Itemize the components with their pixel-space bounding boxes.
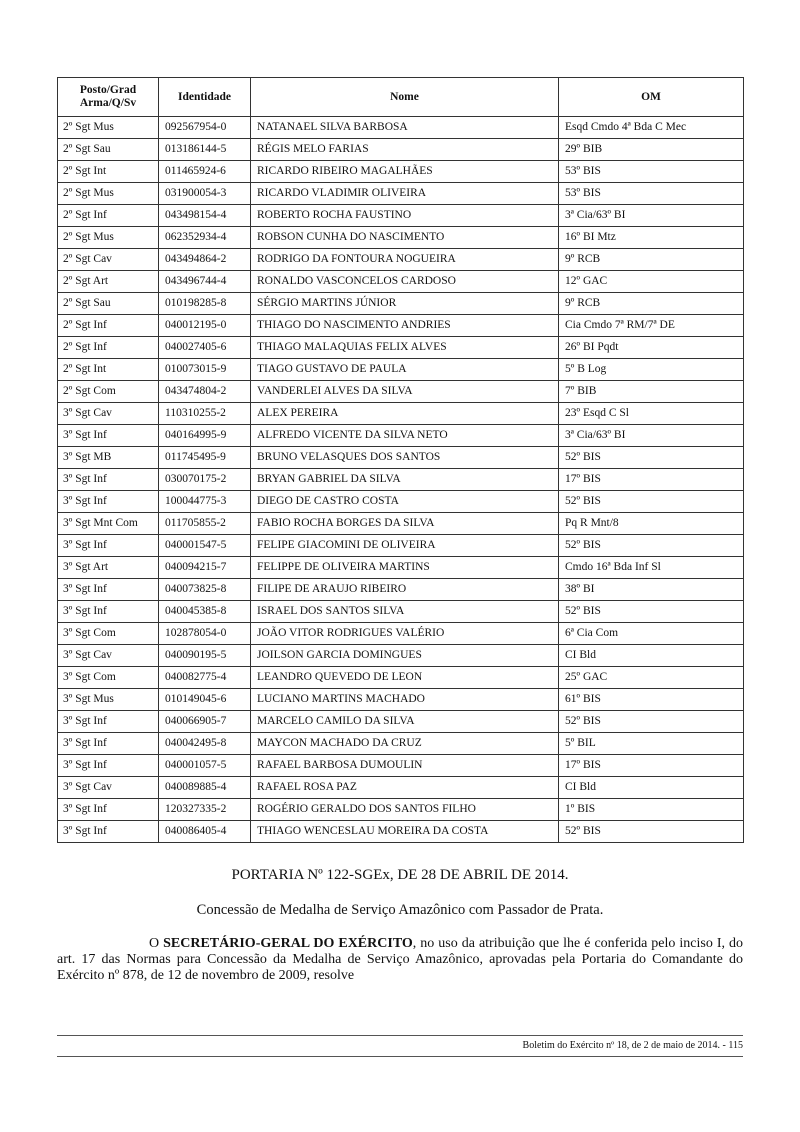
cell-om: Cmdo 16ª Bda Inf Sl [559, 557, 744, 579]
cell-om: 17º BIS [559, 469, 744, 491]
table-row [58, 293, 744, 315]
table-row [58, 579, 744, 601]
cell-om: 38º BI [559, 579, 744, 601]
cell-identidade: 040094215-7 [159, 557, 251, 579]
cell-om: 52º BIS [559, 711, 744, 733]
cell-identidade: 092567954-0 [159, 117, 251, 139]
cell-identidade: 043498154-4 [159, 205, 251, 227]
table-row [58, 799, 744, 821]
cell-identidade: 013186144-5 [159, 139, 251, 161]
cell-om: 9º RCB [559, 249, 744, 271]
cell-posto-grad: 2º Sgt Int [58, 359, 159, 381]
cell-nome: RICARDO VLADIMIR OLIVEIRA [251, 183, 559, 205]
table-row [58, 645, 744, 667]
cell-identidade: 040089885-4 [159, 777, 251, 799]
cell-om: 3ª Cia/63º BI [559, 425, 744, 447]
cell-identidade: 040042495-8 [159, 733, 251, 755]
cell-om: 17º BIS [559, 755, 744, 777]
cell-om: 52º BIS [559, 447, 744, 469]
cell-identidade: 040086405-4 [159, 821, 251, 843]
cell-nome: RICARDO RIBEIRO MAGALHÃES [251, 161, 559, 183]
cell-posto-grad: 3º Sgt Art [58, 557, 159, 579]
cell-nome: LEANDRO QUEVEDO DE LEON [251, 667, 559, 689]
cell-posto-grad: 3º Sgt Cav [58, 777, 159, 799]
cell-posto-grad: 2º Sgt Inf [58, 205, 159, 227]
cell-posto-grad: 2º Sgt Sau [58, 293, 159, 315]
table-row [58, 403, 744, 425]
table-row [58, 447, 744, 469]
footer-rule-top [57, 1035, 743, 1036]
table-row [58, 689, 744, 711]
cell-om: Pq R Mnt/8 [559, 513, 744, 535]
cell-posto-grad: 2º Sgt Cav [58, 249, 159, 271]
table-row [58, 161, 744, 183]
cell-nome: VANDERLEI ALVES DA SILVA [251, 381, 559, 403]
table-row [58, 491, 744, 513]
table-row [58, 249, 744, 271]
cell-om: Cia Cmdo 7ª RM/7ª DE [559, 315, 744, 337]
cell-identidade: 040001547-5 [159, 535, 251, 557]
cell-nome: NATANAEL SILVA BARBOSA [251, 117, 559, 139]
cell-nome: ALFREDO VICENTE DA SILVA NETO [251, 425, 559, 447]
table-row [58, 425, 744, 447]
cell-posto-grad: 2º Sgt Mus [58, 183, 159, 205]
header-identidade: Identidade [159, 78, 251, 117]
cell-nome: RAFAEL ROSA PAZ [251, 777, 559, 799]
cell-posto-grad: 3º Sgt Inf [58, 535, 159, 557]
cell-identidade: 010149045-6 [159, 689, 251, 711]
cell-posto-grad: 3º Sgt Inf [58, 579, 159, 601]
cell-om: 6ª Cia Com [559, 623, 744, 645]
cell-identidade: 031900054-3 [159, 183, 251, 205]
cell-nome: LUCIANO MARTINS MACHADO [251, 689, 559, 711]
portaria-title: PORTARIA Nº 122-SGEx, DE 28 DE ABRIL DE 2014. [231, 867, 569, 883]
cell-posto-grad: 3º Sgt Cav [58, 645, 159, 667]
cell-nome: JOILSON GARCIA DOMINGUES [251, 645, 559, 667]
table-row [58, 337, 744, 359]
cell-identidade: 040073825-8 [159, 579, 251, 601]
header-om: OM [559, 78, 744, 117]
cell-om: 52º BIS [559, 535, 744, 557]
cell-identidade: 120327335-2 [159, 799, 251, 821]
cell-identidade: 010073015-9 [159, 359, 251, 381]
portaria-subject: Concessão de Medalha de Serviço Amazônico com Passador de Prata. [196, 902, 604, 918]
cell-identidade: 040045385-8 [159, 601, 251, 623]
cell-om: Esqd Cmdo 4ª Bda C Mec [559, 117, 744, 139]
table-row [58, 821, 744, 843]
cell-om: 7º BIB [559, 381, 744, 403]
cell-nome: SÉRGIO MARTINS JÚNIOR [251, 293, 559, 315]
cell-posto-grad: 3º Sgt Mnt Com [58, 513, 159, 535]
cell-nome: THIAGO MALAQUIAS FELIX ALVES [251, 337, 559, 359]
cell-identidade: 040012195-0 [159, 315, 251, 337]
cell-posto-grad: 3º Sgt Inf [58, 711, 159, 733]
table-row [58, 623, 744, 645]
table-row [58, 601, 744, 623]
cell-posto-grad: 2º Sgt Mus [58, 117, 159, 139]
cell-nome: FILIPE DE ARAUJO RIBEIRO [251, 579, 559, 601]
cell-identidade: 040164995-9 [159, 425, 251, 447]
table-row [58, 227, 744, 249]
table-row [58, 117, 744, 139]
cell-om: 26º BI Pqdt [559, 337, 744, 359]
cell-identidade: 043494864-2 [159, 249, 251, 271]
cell-nome: THIAGO DO NASCIMENTO ANDRIES [251, 315, 559, 337]
cell-posto-grad: 3º Sgt Mus [58, 689, 159, 711]
cell-nome: BRYAN GABRIEL DA SILVA [251, 469, 559, 491]
footer-rule-bottom [57, 1056, 743, 1057]
body-bold-authority: SECRETÁRIO-GERAL DO EXÉRCITO [163, 936, 413, 951]
cell-nome: FELIPE GIACOMINI DE OLIVEIRA [251, 535, 559, 557]
table-row [58, 139, 744, 161]
cell-posto-grad: 3º Sgt Inf [58, 491, 159, 513]
cell-om: 52º BIS [559, 821, 744, 843]
cell-posto-grad: 2º Sgt Mus [58, 227, 159, 249]
cell-identidade: 010198285-8 [159, 293, 251, 315]
cell-posto-grad: 2º Sgt Inf [58, 315, 159, 337]
cell-posto-grad: 3º Sgt Inf [58, 425, 159, 447]
cell-nome: ROBERTO ROCHA FAUSTINO [251, 205, 559, 227]
cell-identidade: 040090195-5 [159, 645, 251, 667]
table-row [58, 535, 744, 557]
body-prefix: O [149, 936, 164, 951]
cell-identidade: 040001057-5 [159, 755, 251, 777]
cell-posto-grad: 2º Sgt Int [58, 161, 159, 183]
cell-posto-grad: 3º Sgt Cav [58, 403, 159, 425]
cell-om: CI Bld [559, 777, 744, 799]
cell-posto-grad: 3º Sgt Com [58, 623, 159, 645]
cell-nome: DIEGO DE CASTRO COSTA [251, 491, 559, 513]
cell-nome: RAFAEL BARBOSA DUMOULIN [251, 755, 559, 777]
table-header-row [58, 78, 744, 117]
cell-om: 16º BI Mtz [559, 227, 744, 249]
cell-posto-grad: 3º Sgt Inf [58, 601, 159, 623]
cell-nome: RÉGIS MELO FARIAS [251, 139, 559, 161]
cell-om: 52º BIS [559, 601, 744, 623]
cell-posto-grad: 2º Sgt Com [58, 381, 159, 403]
table-row [58, 755, 744, 777]
cell-identidade: 040066905-7 [159, 711, 251, 733]
table-row [58, 381, 744, 403]
cell-identidade: 100044775-3 [159, 491, 251, 513]
cell-nome: ALEX PEREIRA [251, 403, 559, 425]
header-nome: Nome [251, 78, 559, 117]
header-posto-grad: Posto/Grad Arma/Q/Sv [58, 78, 159, 117]
cell-identidade: 011705855-2 [159, 513, 251, 535]
cell-nome: RONALDO VASCONCELOS CARDOSO [251, 271, 559, 293]
cell-nome: TIAGO GUSTAVO DE PAULA [251, 359, 559, 381]
cell-nome: THIAGO WENCESLAU MOREIRA DA COSTA [251, 821, 559, 843]
table-row [58, 667, 744, 689]
cell-posto-grad: 3º Sgt Inf [58, 821, 159, 843]
cell-identidade: 011745495-9 [159, 447, 251, 469]
cell-nome: FABIO ROCHA BORGES DA SILVA [251, 513, 559, 535]
cell-identidade: 040027405-6 [159, 337, 251, 359]
cell-om: 25º GAC [559, 667, 744, 689]
table-row [58, 557, 744, 579]
table-row [58, 777, 744, 799]
portaria-body [57, 936, 743, 984]
cell-posto-grad: 3º Sgt Com [58, 667, 159, 689]
cell-nome: ROGÉRIO GERALDO DOS SANTOS FILHO [251, 799, 559, 821]
cell-om: 3ª Cia/63º BI [559, 205, 744, 227]
cell-om: 9º RCB [559, 293, 744, 315]
table-row [58, 711, 744, 733]
footer-text: Boletim do Exército nº 18, de 2 de maio de 2014. - 115 [522, 1040, 743, 1051]
table-row [58, 183, 744, 205]
cell-nome: ROBSON CUNHA DO NASCIMENTO [251, 227, 559, 249]
cell-nome: JOÃO VITOR RODRIGUES VALÉRIO [251, 623, 559, 645]
cell-om: 61º BIS [559, 689, 744, 711]
table-row [58, 359, 744, 381]
cell-posto-grad: 3º Sgt MB [58, 447, 159, 469]
table-row [58, 205, 744, 227]
cell-om: 53º BIS [559, 183, 744, 205]
cell-nome: FELIPPE DE OLIVEIRA MARTINS [251, 557, 559, 579]
cell-nome: RODRIGO DA FONTOURA NOGUEIRA [251, 249, 559, 271]
table-body [58, 117, 744, 843]
cell-om: 52º BIS [559, 491, 744, 513]
cell-nome: BRUNO VELASQUES DOS SANTOS [251, 447, 559, 469]
personnel-table [57, 77, 744, 843]
cell-om: 1º BIS [559, 799, 744, 821]
cell-om: 12º GAC [559, 271, 744, 293]
cell-om: 23º Esqd C Sl [559, 403, 744, 425]
cell-identidade: 043474804-2 [159, 381, 251, 403]
cell-identidade: 011465924-6 [159, 161, 251, 183]
cell-posto-grad: 2º Sgt Sau [58, 139, 159, 161]
cell-nome: ISRAEL DOS SANTOS SILVA [251, 601, 559, 623]
cell-identidade: 102878054-0 [159, 623, 251, 645]
cell-posto-grad: 2º Sgt Art [58, 271, 159, 293]
cell-nome: MARCELO CAMILO DA SILVA [251, 711, 559, 733]
cell-posto-grad: 2º Sgt Inf [58, 337, 159, 359]
cell-identidade: 040082775-4 [159, 667, 251, 689]
cell-om: 5º B Log [559, 359, 744, 381]
cell-nome: MAYCON MACHADO DA CRUZ [251, 733, 559, 755]
cell-posto-grad: 3º Sgt Inf [58, 799, 159, 821]
cell-om: CI Bld [559, 645, 744, 667]
cell-om: 53º BIS [559, 161, 744, 183]
cell-identidade: 062352934-4 [159, 227, 251, 249]
table-row [58, 271, 744, 293]
body-rest: , no uso da atribuição que lhe é conferida pelo inciso I, do art. 17 das Normas para Concessão da Medalha de Serviço Amazônico, aprovadas pela Portaria do Comandante do Exército nº 878, de 12 de novembro de 2009, resolve [57, 936, 743, 983]
cell-identidade: 110310255-2 [159, 403, 251, 425]
cell-om: 5º BIL [559, 733, 744, 755]
cell-identidade: 043496744-4 [159, 271, 251, 293]
table-row [58, 315, 744, 337]
cell-posto-grad: 3º Sgt Inf [58, 755, 159, 777]
cell-identidade: 030070175-2 [159, 469, 251, 491]
table-row [58, 733, 744, 755]
table-row [58, 513, 744, 535]
table-row [58, 469, 744, 491]
cell-om: 29º BIB [559, 139, 744, 161]
cell-posto-grad: 3º Sgt Inf [58, 733, 159, 755]
cell-posto-grad: 3º Sgt Inf [58, 469, 159, 491]
